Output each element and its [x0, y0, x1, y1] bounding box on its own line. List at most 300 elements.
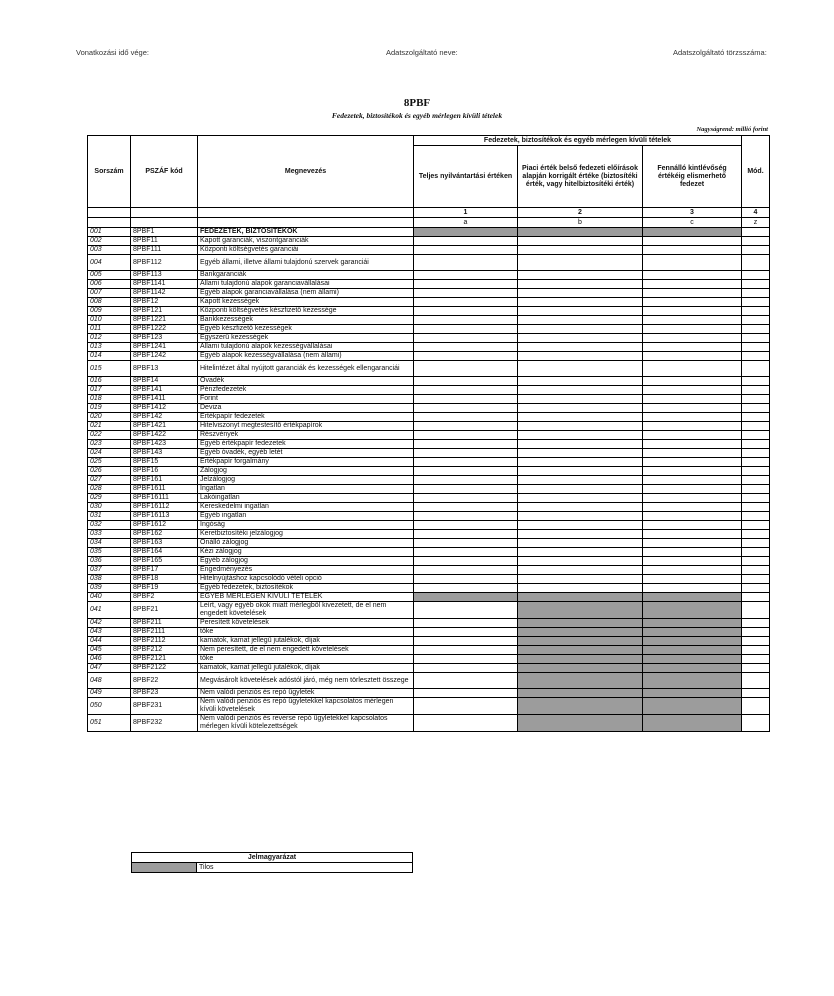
cell-b	[518, 316, 643, 325]
row-number: 038	[88, 575, 131, 584]
cell-c	[643, 307, 742, 316]
cell-z	[742, 280, 770, 289]
col-1-header: Teljes nyilvántartási értéken	[414, 146, 518, 208]
row-name: kamatok, kamat jellegű jutalékok, díjak	[198, 637, 414, 646]
row-name: Leírt, vagy egyéb okok miatt mérlegből kivezetett, de el nem engedett követelések	[198, 602, 414, 619]
cell-z	[742, 628, 770, 637]
cell-c	[643, 413, 742, 422]
cell-z	[742, 655, 770, 664]
cell-b	[518, 637, 643, 646]
table-row	[88, 539, 770, 548]
row-code: 8PBF23	[131, 689, 198, 698]
cell-z	[742, 307, 770, 316]
table-row	[88, 575, 770, 584]
row-code: 8PBF19	[131, 584, 198, 593]
table-row	[88, 689, 770, 698]
cell-b	[518, 289, 643, 298]
cell-z	[742, 485, 770, 494]
row-name: Egyéb készfizető kezességek	[198, 325, 414, 334]
cell-c	[643, 422, 742, 431]
row-name: Lakóingatlan	[198, 494, 414, 503]
cell-a	[414, 395, 518, 404]
table-row	[88, 557, 770, 566]
table-row	[88, 298, 770, 307]
row-number: 029	[88, 494, 131, 503]
table-row	[88, 476, 770, 485]
cell-c	[643, 494, 742, 503]
cell-z	[742, 530, 770, 539]
row-code: 8PBF12	[131, 298, 198, 307]
cell-z	[742, 619, 770, 628]
cell-z	[742, 698, 770, 715]
cell-z	[742, 431, 770, 440]
cell-c	[643, 503, 742, 512]
table-row	[88, 566, 770, 575]
table-row	[88, 352, 770, 361]
table-row	[88, 307, 770, 316]
row-name: Nem valódi penziós és reverse repó ügyletekkel kapcsolatos mérlegen kívüli kötelezettségek	[198, 715, 414, 732]
provider-id-label: Adatszolgáltató törzsszáma:	[673, 48, 767, 57]
row-number: 042	[88, 619, 131, 628]
cell-b	[518, 413, 643, 422]
row-number: 007	[88, 289, 131, 298]
cell-c	[643, 316, 742, 325]
row-number: 037	[88, 566, 131, 575]
table-row	[88, 637, 770, 646]
table-row	[88, 512, 770, 521]
cell-c	[643, 557, 742, 566]
col-z-letter: z	[742, 218, 770, 228]
row-number: 047	[88, 664, 131, 673]
row-code: 8PBF121	[131, 307, 198, 316]
cell-a	[414, 237, 518, 246]
row-code: 8PBF164	[131, 548, 198, 557]
row-name: Egyéb fedezetek, biztosítékok	[198, 584, 414, 593]
row-code: 8PBF1611	[131, 485, 198, 494]
cell-z	[742, 228, 770, 237]
row-code: 8PBF1141	[131, 280, 198, 289]
cell-b	[518, 395, 643, 404]
cell-c	[643, 548, 742, 557]
cell-a	[414, 298, 518, 307]
cell-c	[643, 228, 742, 237]
col-pszaf-header: PSZÁF kód	[131, 136, 198, 208]
row-number: 015	[88, 361, 131, 377]
cell-a	[414, 440, 518, 449]
row-code: 8PBF113	[131, 271, 198, 280]
row-name: Nem valódi penziós és repó ügyletekkel kapcsolatos mérlegen kívüli követelések	[198, 698, 414, 715]
row-number: 023	[88, 440, 131, 449]
row-code: 8PBF1421	[131, 422, 198, 431]
table-row	[88, 530, 770, 539]
table-row	[88, 404, 770, 413]
row-code: 8PBF112	[131, 255, 198, 271]
table-row	[88, 386, 770, 395]
cell-c	[643, 431, 742, 440]
cell-b	[518, 325, 643, 334]
row-code: 8PBF123	[131, 334, 198, 343]
table-row	[88, 422, 770, 431]
row-name: Kereskedelmi ingatlan	[198, 503, 414, 512]
cell-z	[742, 467, 770, 476]
cell-a	[414, 343, 518, 352]
table-row	[88, 664, 770, 673]
cell-a	[414, 246, 518, 255]
cell-a	[414, 386, 518, 395]
cell-a	[414, 584, 518, 593]
cell-z	[742, 237, 770, 246]
cell-c	[643, 698, 742, 715]
row-number: 044	[88, 637, 131, 646]
row-name: Kapott garanciák, viszontgaranciák	[198, 237, 414, 246]
row-number: 004	[88, 255, 131, 271]
row-name: Egyéb alapok kezességvállalása (nem állami)	[198, 352, 414, 361]
cell-a	[414, 655, 518, 664]
row-name: Egyéb állami, illetve állami tulajdonú szervek garanciái	[198, 255, 414, 271]
row-name: Kapott kezességek	[198, 298, 414, 307]
cell-a	[414, 422, 518, 431]
cell-c	[643, 334, 742, 343]
cell-b	[518, 548, 643, 557]
cell-b	[518, 271, 643, 280]
cell-z	[742, 458, 770, 467]
row-code: 8PBF22	[131, 673, 198, 689]
cell-b	[518, 619, 643, 628]
cell-c	[643, 566, 742, 575]
cell-b	[518, 377, 643, 386]
table-row	[88, 246, 770, 255]
table-row	[88, 458, 770, 467]
row-number: 022	[88, 431, 131, 440]
col-1-number: 1	[414, 208, 518, 218]
cell-a	[414, 404, 518, 413]
cell-c	[643, 467, 742, 476]
table-row	[88, 715, 770, 732]
cell-z	[742, 673, 770, 689]
page-title: 8PBF	[403, 97, 431, 109]
row-number: 003	[88, 246, 131, 255]
cell-c	[643, 440, 742, 449]
cell-b	[518, 343, 643, 352]
cell-a	[414, 352, 518, 361]
cell-c	[643, 602, 742, 619]
row-code: 8PBF1242	[131, 352, 198, 361]
cell-a	[414, 646, 518, 655]
row-number: 005	[88, 271, 131, 280]
cell-b	[518, 228, 643, 237]
table-row	[88, 271, 770, 280]
row-code: 8PBF2	[131, 593, 198, 602]
cell-c	[643, 404, 742, 413]
cell-b	[518, 689, 643, 698]
cell-b	[518, 503, 643, 512]
cell-c	[643, 593, 742, 602]
unit-note: Nagyságrend: millió forint	[696, 126, 768, 133]
cell-b	[518, 476, 643, 485]
row-number: 043	[88, 628, 131, 637]
col-mod-header: Mód.	[742, 136, 770, 208]
cell-z	[742, 271, 770, 280]
row-number: 019	[88, 404, 131, 413]
row-code: 8PBF16	[131, 467, 198, 476]
cell-a	[414, 431, 518, 440]
table-row	[88, 673, 770, 689]
row-number: 049	[88, 689, 131, 698]
table-row	[88, 334, 770, 343]
row-number: 016	[88, 377, 131, 386]
cell-z	[742, 255, 770, 271]
col-3-header: Fennálló kintlévőség értékéig elismerhető fedezet	[643, 146, 742, 208]
cell-a	[414, 334, 518, 343]
cell-z	[742, 593, 770, 602]
cell-c	[643, 352, 742, 361]
provider-name-label: Adatszolgáltató neve:	[386, 48, 458, 57]
row-number: 045	[88, 646, 131, 655]
col-2-header: Piaci érték belső fedezeti előírások alapján korrigált értéke (biztosítéki érték, vagy hitelbiztosítéki érték)	[518, 146, 643, 208]
cell-c	[643, 386, 742, 395]
cell-a	[414, 316, 518, 325]
row-name: Deviza	[198, 404, 414, 413]
row-name: Önálló zálogjog	[198, 539, 414, 548]
cell-a	[414, 228, 518, 237]
cell-b	[518, 539, 643, 548]
row-number: 030	[88, 503, 131, 512]
cell-c	[643, 664, 742, 673]
row-code: 8PBF2121	[131, 655, 198, 664]
col-b-letter: b	[518, 218, 643, 228]
cell-c	[643, 377, 742, 386]
cell-z	[742, 646, 770, 655]
row-name: Bankgaranciák	[198, 271, 414, 280]
cell-a	[414, 637, 518, 646]
cell-a	[414, 325, 518, 334]
cell-a	[414, 467, 518, 476]
row-name: Központi költségvetés garanciái	[198, 246, 414, 255]
cell-a	[414, 548, 518, 557]
col-sorszam-header: Sorszám	[88, 136, 131, 208]
row-code: 8PBF162	[131, 530, 198, 539]
row-number: 012	[88, 334, 131, 343]
row-number: 025	[88, 458, 131, 467]
row-name: Peresített követelések	[198, 619, 414, 628]
row-code: 8PBF2112	[131, 637, 198, 646]
row-code: 8PBF14	[131, 377, 198, 386]
table-row	[88, 494, 770, 503]
row-name: EGYÉB MÉRLEGEN KÍVÜLI TÉTELEK	[198, 593, 414, 602]
row-name: Egyéb ingatlan	[198, 512, 414, 521]
col-megnevezes-header: Megnevezés	[198, 136, 414, 208]
cell-b	[518, 246, 643, 255]
row-code: 8PBF142	[131, 413, 198, 422]
cell-b	[518, 602, 643, 619]
cell-b	[518, 664, 643, 673]
cell-c	[643, 289, 742, 298]
cell-c	[643, 512, 742, 521]
cell-c	[643, 628, 742, 637]
cell-c	[643, 458, 742, 467]
row-code: 8PBF1142	[131, 289, 198, 298]
cell-c	[643, 343, 742, 352]
cell-c	[643, 646, 742, 655]
cell-z	[742, 361, 770, 377]
cell-z	[742, 246, 770, 255]
row-number: 018	[88, 395, 131, 404]
cell-z	[742, 413, 770, 422]
table-row	[88, 619, 770, 628]
cell-a	[414, 271, 518, 280]
row-code: 8PBF2122	[131, 664, 198, 673]
cell-b	[518, 494, 643, 503]
cell-b	[518, 698, 643, 715]
cell-z	[742, 512, 770, 521]
row-name: Hitelintézet által nyújtott garanciák és kezességek ellengaranciái	[198, 361, 414, 377]
row-number: 032	[88, 521, 131, 530]
row-code: 8PBF231	[131, 698, 198, 715]
cell-c	[643, 246, 742, 255]
row-name: Óvadék	[198, 377, 414, 386]
cell-z	[742, 557, 770, 566]
table-row	[88, 255, 770, 271]
row-name: Jelzálogjog	[198, 476, 414, 485]
cell-c	[643, 298, 742, 307]
cell-c	[643, 395, 742, 404]
row-name: kamatok, kamat jellegű jutalékok, díjak	[198, 664, 414, 673]
cell-a	[414, 255, 518, 271]
cell-b	[518, 352, 643, 361]
row-number: 021	[88, 422, 131, 431]
cell-b	[518, 512, 643, 521]
row-code: 8PBF1411	[131, 395, 198, 404]
cell-z	[742, 476, 770, 485]
table-row	[88, 646, 770, 655]
table-row	[88, 395, 770, 404]
row-code: 8PBF1412	[131, 404, 198, 413]
cell-z	[742, 404, 770, 413]
cell-a	[414, 413, 518, 422]
cell-z	[742, 422, 770, 431]
row-number: 035	[88, 548, 131, 557]
cell-a	[414, 476, 518, 485]
cell-c	[643, 530, 742, 539]
row-number: 026	[88, 467, 131, 476]
cell-z	[742, 298, 770, 307]
table-row	[88, 602, 770, 619]
row-number: 014	[88, 352, 131, 361]
col-group-header: Fedezetek, biztosítékok és egyéb mérlegen kívüli tételek	[414, 136, 742, 146]
row-name: Egyéb zálogjog	[198, 557, 414, 566]
row-name: Ingatlan	[198, 485, 414, 494]
table-row	[88, 325, 770, 334]
table-row	[88, 628, 770, 637]
row-code: 8PBF16112	[131, 503, 198, 512]
cell-b	[518, 255, 643, 271]
data-table	[87, 135, 770, 732]
cell-a	[414, 512, 518, 521]
cell-b	[518, 449, 643, 458]
table-row	[88, 584, 770, 593]
row-name: Megvásárolt követelések adóstól járó, még nem törlesztett összege	[198, 673, 414, 689]
row-code: 8PBF11	[131, 237, 198, 246]
cell-z	[742, 377, 770, 386]
row-code: 8PBF1422	[131, 431, 198, 440]
cell-z	[742, 503, 770, 512]
cell-c	[643, 539, 742, 548]
cell-b	[518, 485, 643, 494]
cell-c	[643, 361, 742, 377]
row-code: 8PBF1	[131, 228, 198, 237]
table-row	[88, 449, 770, 458]
cell-a	[414, 458, 518, 467]
cell-z	[742, 521, 770, 530]
row-code: 8PBF141	[131, 386, 198, 395]
cell-z	[742, 343, 770, 352]
row-code: 8PBF163	[131, 539, 198, 548]
cell-b	[518, 280, 643, 289]
cell-z	[742, 664, 770, 673]
cell-c	[643, 255, 742, 271]
row-code: 8PBF1222	[131, 325, 198, 334]
cell-z	[742, 386, 770, 395]
cell-z	[742, 575, 770, 584]
legend-swatch	[132, 863, 197, 873]
cell-c	[643, 673, 742, 689]
row-code: 8PBF15	[131, 458, 198, 467]
cell-z	[742, 584, 770, 593]
row-number: 024	[88, 449, 131, 458]
cell-c	[643, 584, 742, 593]
cell-z	[742, 395, 770, 404]
legend	[131, 852, 413, 873]
row-code: 8PBF212	[131, 646, 198, 655]
table-header	[88, 136, 770, 228]
row-number: 006	[88, 280, 131, 289]
row-number: 013	[88, 343, 131, 352]
cell-b	[518, 361, 643, 377]
cell-a	[414, 280, 518, 289]
col-4-number: 4	[742, 208, 770, 218]
row-name: Keretbiztosítéki jelzálogjog	[198, 530, 414, 539]
cell-a	[414, 530, 518, 539]
row-number: 020	[88, 413, 131, 422]
cell-b	[518, 673, 643, 689]
row-number: 001	[88, 228, 131, 237]
row-name: Állami tulajdonú alapok garanciavállalásai	[198, 280, 414, 289]
row-code: 8PBF111	[131, 246, 198, 255]
cell-a	[414, 361, 518, 377]
cell-b	[518, 521, 643, 530]
row-number: 028	[88, 485, 131, 494]
row-name: Egyszerű kezességek	[198, 334, 414, 343]
cell-a	[414, 664, 518, 673]
row-number: 008	[88, 298, 131, 307]
cell-z	[742, 316, 770, 325]
row-name: Engedményezés	[198, 566, 414, 575]
row-number: 034	[88, 539, 131, 548]
table-body	[88, 228, 770, 732]
row-number: 011	[88, 325, 131, 334]
row-name: Egyéb óvadék, egyéb letét	[198, 449, 414, 458]
cell-a	[414, 566, 518, 575]
cell-z	[742, 715, 770, 732]
cell-a	[414, 673, 518, 689]
row-name: Értékpapír forgalmány	[198, 458, 414, 467]
row-number: 017	[88, 386, 131, 395]
cell-b	[518, 431, 643, 440]
cell-z	[742, 539, 770, 548]
row-number: 002	[88, 237, 131, 246]
cell-a	[414, 307, 518, 316]
row-number: 046	[88, 655, 131, 664]
